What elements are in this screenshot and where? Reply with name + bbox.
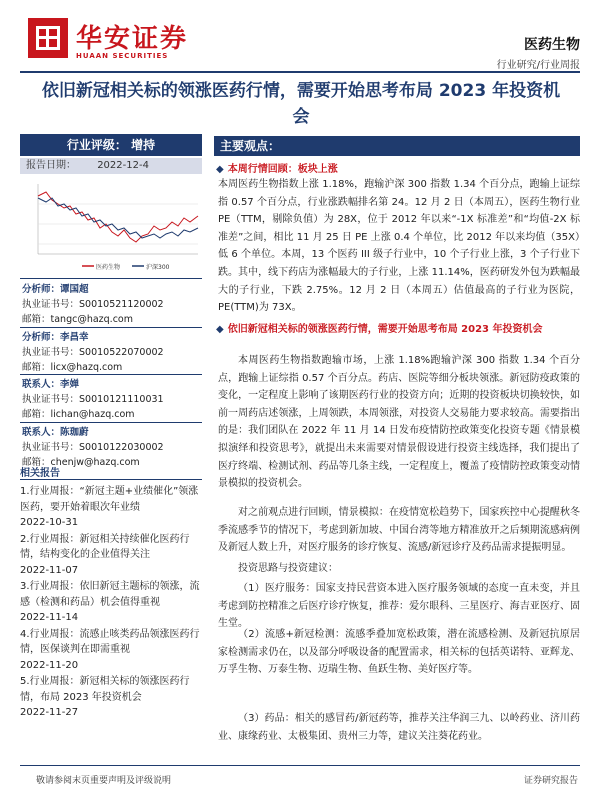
analyst-cert: 执业证书号：S0010521120002 [22, 299, 164, 310]
related-report-date: 2022-11-07 [20, 564, 79, 576]
recommendation-item-2: （2）流感+新冠检测：流感季叠加宽松政策，潜在流感检测、及新冠抗原居家检测需求仍在，以及部分呼吸设备的配置需求，相关标的包括英诺特、亚辉龙、万孚生物、万泰生物、迈瑞生物、鱼跃生物、美好医疗等。 [218, 629, 580, 676]
section-2-paragraph-1: 本周医药生物指数跑输市场，上涨 1.18%跑输沪深 300 指数 1.34 个百分点，跑输上证综指 0.57 个百分点。药店、医院等细分板块领涨。新冠防疫政策的变化，一定程度上影响了该期医药行业的投资方向；近期的投资板块切换较快，如前一周药店述领涨，上周领跌，本周领涨，对投资人交易能力要求较高。需要指出的是：我们团队在 2022 年 11 月 14 日发布疫情防控政策变化投资专题《情景模拟演绎和投资思考》，就提出未来需要对情景假设进行投资主线选择，我们提出了医疗终端、检测试剂、药品等几条主线，一定程度上，覆盖了疫情防控政策变动情景模拟的投资机会。 [218, 355, 580, 490]
related-report-text: 1.行业周报：“新冠主题+业绩催化”领涨医药，要开始着眼次年业绩 [20, 486, 199, 513]
related-report-date: 2022-10-31 [20, 517, 79, 528]
related-report-date: 2022-11-14 [20, 612, 79, 623]
section-2-paragraph-3: 投资思路与投资建议： [238, 563, 338, 574]
related-reports-list [20, 484, 200, 722]
analyst-email: 邮箱：licx@hazq.com [22, 362, 123, 373]
triangle-bullet-icon: ◆ [216, 324, 224, 335]
related-report-item[interactable] [20, 579, 200, 626]
section-2-title [216, 322, 580, 338]
sector-label: 医药生物 [524, 37, 580, 53]
report-date [20, 158, 202, 174]
section-1-title [216, 160, 580, 175]
analyst-divider [20, 327, 202, 328]
related-reports-title: 相关报告 [20, 468, 60, 479]
contact-cert: 执业证书号：S0010122030002 [22, 442, 164, 453]
contact-cert: 执业证书号：S0010121110031 [22, 394, 164, 405]
main-points-heading: 主要观点： [214, 136, 580, 156]
company-logo-icon [28, 18, 68, 58]
analyst-divider [20, 278, 202, 279]
related-report-date: 2022-11-27 [20, 707, 79, 718]
analyst-name: 分析师：谭国超 [22, 284, 89, 295]
industry-rating: 行业评级： 增持 [20, 134, 202, 156]
analyst-email: 邮箱：tangc@hazq.com [22, 314, 133, 325]
index-performance-chart [22, 178, 202, 276]
triangle-bullet-icon: ◆ [216, 164, 224, 175]
contact-email: 邮箱：lichan@hazq.com [22, 409, 135, 420]
footer-divider [20, 765, 580, 766]
related-report-date: 2022-11-20 [20, 659, 79, 671]
report-date-label: 报告日期： [26, 160, 76, 171]
analyst-divider [20, 374, 202, 375]
contact-name: 联系人：李婵 [22, 379, 80, 390]
related-report-item[interactable] [20, 627, 200, 674]
related-divider [20, 479, 202, 480]
report-type: 行业研究/行业周报 [496, 60, 580, 71]
contact-email: 邮箱：chenjw@hazq.com [22, 457, 140, 468]
analyst-block-3 [22, 377, 202, 422]
legend-csi300: 沪深300 [146, 264, 170, 271]
header-divider [20, 71, 580, 73]
section-1-body: 本周医药生物指数上涨 1.18%，跑输沪深 300 指数 1.34 个百分点，跑输上证综指 0.57 个百分点，行业涨跌幅排名第 24。12 月 2 日（本周五），医药生物行业 PE（TTM，剔除负值）为 28X，位于 2012 年以来“-1X 标准差”和“均值-2X 标准差”之间，相比 11 月 25 日 PE 上涨 0.4 个单位，比 2012 年以来均值（35X）低 6 个单位。本周，13 个医药 III 级子行业中，10 个子行业上涨，3 个子行业下跌。其中，线下药店为涨幅最大的子行业，上涨 11.14%，医药研发外包为跌幅最大的子行业，下跌 2.75%。12 月 2 日（本周五）估值最高的子行业为医院，PE(TTM)为 73X。 [218, 179, 580, 314]
recommendation-item-3: （3）药品：相关的感冒药/新冠药等，推荐关注华润三九、以岭药业、济川药业、康缘药业、太极集团、贵州三力等，建议关注葵花药业。 [218, 713, 580, 742]
related-report-item[interactable] [20, 674, 200, 721]
related-report-text: 4.行业周报：流感止咳类药品领涨医药行情，医保谈判在即需重视 [20, 628, 200, 655]
related-report-item[interactable] [20, 484, 200, 531]
legend-medicine: 医药生物 [96, 264, 121, 271]
report-date-value: 2022-12-4 [97, 160, 149, 171]
section-1-title-text: 本周行情回顾：板块上涨 [227, 164, 338, 175]
analyst-block-2 [22, 330, 202, 375]
footer-label: 证券研究报告 [523, 776, 578, 786]
related-report-text: 5.行业周报：新冠相关标的领涨医药行情，布局 2023 年投资机会 [20, 676, 190, 703]
related-report-text: 3.行业周报：依旧新冠主题标的领涨，流感（检测和药品）机会值得重视 [20, 581, 200, 608]
report-title: 依旧新冠相关标的领涨医药行情，需要开始思考布局 2023 年投资机会 [41, 81, 561, 127]
section-2-title-text: 依旧新冠相关标的领涨医药行情，需要开始思考布局 2023 年投资机会 [227, 324, 543, 335]
related-report-text: 2.行业周报：新冠相关持续催化医药行情，结构变化的企业值得关注 [20, 533, 190, 560]
analyst-cert: 执业证书号：S0010522070002 [22, 347, 164, 358]
logo-english: HUAAN SECURITIES [76, 52, 169, 60]
recommendation-item-1: （1）医疗服务：国家支持民营资本进入医疗服务领域的态度一直未变，并且考虑到防控精准之后医疗诊疗恢复，推荐：爱尔眼科、三星医疗、海吉亚医疗、固生堂。 [218, 583, 580, 630]
logo-name: 华安证券 [76, 24, 189, 54]
analyst-block-1 [22, 282, 202, 327]
section-2-paragraph-2: 对之前观点进行回顾，情景模拟：在疫情宽松趋势下，国家疾控中心提醒秋冬季流感季节的情况下，考虑到新加坡、中国台湾等地方精准放开之后频期流感病例及新冠人数上升，对医疗服务的诊疗恢复、流感/新冠诊疗及药品需求提振明显。 [218, 507, 580, 554]
analyst-name: 分析师：李昌幸 [22, 332, 89, 343]
contact-name: 联系人：陈珈蔚 [22, 427, 89, 438]
footer-disclaimer[interactable]: 敬请参阅末页重要声明及评级说明 [36, 776, 172, 786]
analyst-divider [20, 422, 202, 423]
related-report-item[interactable] [20, 532, 200, 579]
